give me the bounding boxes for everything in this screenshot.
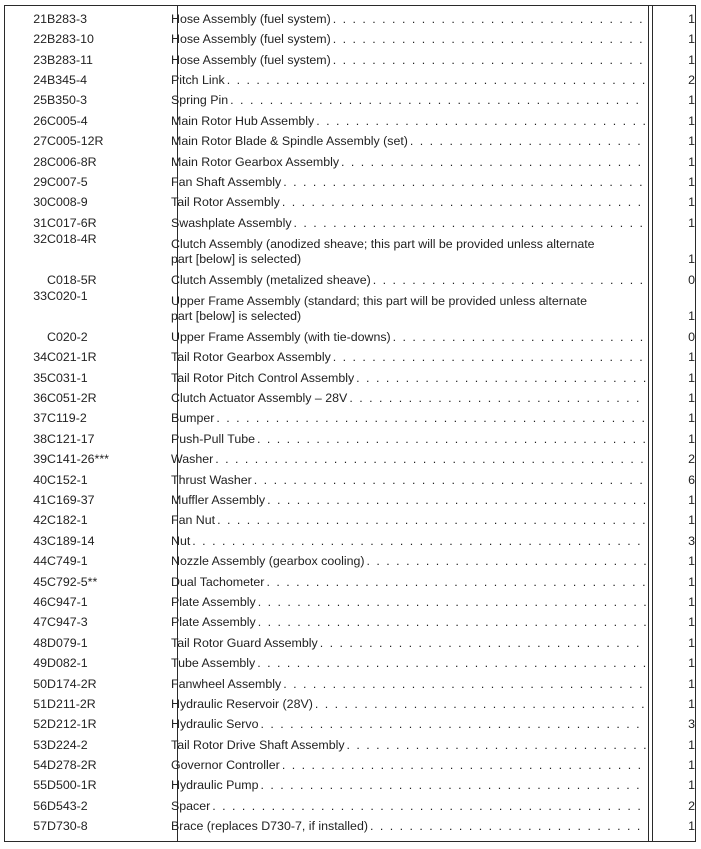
part-number: D730-8 [47, 819, 88, 834]
description [171, 386, 646, 406]
description-text: Bumper [171, 411, 215, 426]
description [171, 7, 646, 27]
part-number: B283-11 [47, 52, 93, 67]
quantity: 2 [688, 798, 695, 813]
description [171, 150, 646, 170]
dot-leader [212, 799, 646, 815]
part-number: C169-37 [47, 492, 95, 507]
description-text: Upper Frame Assembly (standard; this part will be provided unless alternate [171, 293, 587, 308]
description-text: Push-Pull Tube [171, 431, 256, 446]
part-number: C018-5R [47, 272, 97, 287]
part-number: C005-12R [47, 134, 104, 149]
part-number: C005-4 [47, 113, 88, 128]
description-text: Plate Assembly [171, 615, 256, 630]
quantity: 1 [688, 554, 695, 569]
description-text: Hydraulic Pump [171, 778, 259, 793]
description-text: Thrust Washer [171, 472, 252, 487]
item-number: 32 [33, 232, 47, 247]
description-text: Hose Assembly (fuel system) [171, 52, 331, 67]
description-text: Fan Shaft Assembly [171, 174, 282, 189]
part-number: C007-5 [47, 174, 88, 189]
description [171, 268, 646, 288]
description-text: Nozzle Assembly (gearbox cooling) [171, 554, 365, 569]
description-text: Hose Assembly (fuel system) [171, 32, 331, 47]
dot-leader [282, 758, 646, 774]
description-text: Pitch Link [171, 72, 225, 87]
table-row [5, 129, 695, 149]
description-text: Main Rotor Gearbox Assembly [171, 154, 340, 169]
table-row [5, 672, 695, 692]
table-row [5, 211, 695, 231]
description-text: Clutch Actuator Assembly – 28V [171, 391, 348, 406]
item-number: 36 [33, 391, 47, 406]
item-number: 31 [33, 215, 47, 230]
table-row [5, 611, 695, 631]
quantity: 1 [688, 656, 695, 671]
description [171, 570, 646, 590]
description [171, 366, 646, 386]
item-number: 23 [33, 52, 47, 67]
dot-leader [333, 32, 646, 48]
item-number: 48 [33, 635, 47, 650]
description-text: Muffler Assembly [171, 492, 266, 507]
part-number: D224-2 [47, 737, 88, 752]
dot-leader [260, 717, 646, 733]
description-text: Tail Rotor Assembly [171, 195, 280, 210]
quantity: 1 [688, 411, 695, 426]
dot-leader [227, 73, 646, 89]
description [171, 288, 646, 325]
quantity: 1 [688, 758, 695, 773]
part-number: D278-2R [47, 758, 97, 773]
dot-leader [258, 595, 646, 611]
table-row [5, 170, 695, 190]
part-number: B345-4 [47, 72, 87, 87]
table-row [5, 68, 695, 88]
description [171, 468, 646, 488]
item-number: 43 [33, 533, 47, 548]
quantity: 1 [688, 309, 695, 324]
dot-leader [341, 155, 646, 171]
description [171, 89, 646, 109]
item-number: 52 [33, 717, 47, 732]
description-text: Plate Assembly [171, 594, 256, 609]
description [171, 529, 646, 549]
table-row [5, 753, 695, 773]
quantity: 3 [688, 533, 695, 548]
part-number: C749-1 [47, 554, 88, 569]
item-number: 38 [33, 431, 47, 446]
description-text: Governor Controller [171, 758, 280, 773]
item-number: 27 [33, 134, 47, 149]
description [171, 631, 646, 651]
part-number: C017-6R [47, 215, 97, 230]
dot-leader [347, 738, 646, 754]
table-row [5, 692, 695, 712]
description-text: Tail Rotor Gearbox Assembly [171, 350, 331, 365]
item-number: 24 [33, 72, 47, 87]
table-row [5, 631, 695, 651]
quantity: 1 [688, 431, 695, 446]
part-number: C189-14 [47, 533, 95, 548]
description [171, 68, 646, 88]
dot-leader [315, 697, 646, 713]
part-number: C121-17 [47, 431, 95, 446]
part-number: C119-2 [47, 411, 87, 426]
dot-leader [283, 175, 646, 191]
quantity: 1 [688, 737, 695, 752]
table-row [5, 712, 695, 732]
table-row [5, 191, 695, 211]
quantity: 0 [688, 272, 695, 287]
table-row [5, 570, 695, 590]
description-text: Hydraulic Servo [171, 717, 259, 732]
quantity: 1 [688, 635, 695, 650]
description [171, 48, 646, 68]
item-number: 21 [33, 11, 47, 26]
table-row [5, 366, 695, 386]
dot-leader [217, 513, 646, 529]
description-text: Tail Rotor Drive Shaft Assembly [171, 737, 345, 752]
part-number: D212-1R [47, 717, 97, 732]
item-number: 41 [33, 492, 47, 507]
table-row [5, 468, 695, 488]
description [171, 794, 646, 814]
item-number: 39 [33, 452, 47, 467]
dot-leader [216, 411, 646, 427]
quantity: 1 [688, 174, 695, 189]
dot-leader [320, 636, 646, 652]
description-text: Hydraulic Reservoir (28V) [171, 696, 313, 711]
item-number: 51 [33, 696, 47, 711]
description [171, 509, 646, 529]
quantity: 1 [688, 391, 695, 406]
description [171, 549, 646, 569]
description [171, 712, 646, 732]
description-text: Swashplate Assembly [171, 215, 292, 230]
table-row [5, 386, 695, 406]
part-number: B283-10 [47, 32, 94, 47]
dot-leader [333, 53, 646, 69]
description-text: Hose Assembly (fuel system) [171, 11, 331, 26]
description-text: Spring Pin [171, 93, 229, 108]
quantity: 1 [688, 615, 695, 630]
item-number: 28 [33, 154, 47, 169]
description-text: Main Rotor Hub Assembly [171, 113, 315, 128]
dot-leader [316, 114, 646, 130]
table-row [5, 288, 695, 325]
item-number: 44 [33, 554, 47, 569]
parts-list-table [4, 5, 696, 842]
item-number: 30 [33, 195, 47, 210]
table-row [5, 345, 695, 365]
table-row [5, 549, 695, 569]
part-number: B350-3 [47, 93, 87, 108]
item-number: 35 [33, 370, 47, 385]
table-row [5, 427, 695, 447]
quantity: 1 [688, 676, 695, 691]
quantity: 1 [688, 594, 695, 609]
part-number: C792-5** [47, 574, 98, 589]
dot-leader [373, 273, 646, 289]
dot-leader [393, 330, 646, 346]
description [171, 211, 646, 231]
description [171, 774, 646, 794]
item-number: 22 [33, 32, 47, 47]
table-row [5, 325, 695, 345]
table-row [5, 109, 695, 129]
item-number: 25 [33, 93, 47, 108]
description [171, 231, 646, 268]
table-row [5, 814, 695, 834]
item-number: 42 [33, 513, 47, 528]
dot-leader [266, 575, 646, 591]
quantity: 1 [688, 134, 695, 149]
description [171, 733, 646, 753]
item-number: 57 [33, 819, 47, 834]
description-text: Upper Frame Assembly (with tie-downs) [171, 329, 391, 344]
quantity: 0 [688, 329, 695, 344]
table-row [5, 651, 695, 671]
part-number: D500-1R [47, 778, 97, 793]
description [171, 325, 646, 345]
description-text: Nut [171, 533, 191, 548]
description [171, 345, 646, 365]
description [171, 672, 646, 692]
dot-leader [267, 493, 646, 509]
dot-leader [230, 93, 646, 109]
part-number: B283-3 [47, 11, 87, 26]
table-row [5, 509, 695, 529]
dot-leader [192, 534, 646, 550]
description-text: Dual Tachometer [171, 574, 265, 589]
dot-leader [349, 391, 646, 407]
dot-leader [294, 216, 646, 232]
description-text: Main Rotor Blade & Spindle Assembly (set) [171, 134, 408, 149]
description [171, 407, 646, 427]
description-text: Clutch Assembly (metalized sheave) [171, 272, 371, 287]
item-number: 26 [33, 113, 47, 128]
item-number: 29 [33, 174, 47, 189]
dot-leader [356, 371, 646, 387]
quantity: 1 [688, 574, 695, 589]
quantity: 3 [688, 717, 695, 732]
dot-leader [283, 677, 646, 693]
dot-leader [254, 473, 646, 489]
description-text: Fan Nut [171, 513, 216, 528]
item-number: 47 [33, 615, 47, 630]
item-number: 49 [33, 656, 47, 671]
description-text: Tail Rotor Pitch Control Assembly [171, 370, 355, 385]
description [171, 590, 646, 610]
dot-leader [260, 778, 646, 794]
quantity: 1 [688, 32, 695, 47]
part-number: C008-9 [47, 195, 88, 210]
table-row [5, 794, 695, 814]
item-number: 34 [33, 350, 47, 365]
item-number [5, 268, 47, 288]
item-number: 56 [33, 798, 47, 813]
description-text: Tail Rotor Guard Assembly [171, 635, 318, 650]
quantity: 1 [688, 52, 695, 67]
quantity: 1 [688, 215, 695, 230]
description-text: Washer [171, 452, 214, 467]
part-number: D543-2 [47, 798, 88, 813]
dot-leader [333, 12, 646, 28]
table-row [5, 733, 695, 753]
description [171, 109, 646, 129]
table-row [5, 774, 695, 794]
part-number: C020-2 [47, 329, 88, 344]
description-text: Spacer [171, 798, 211, 813]
dot-leader [370, 819, 646, 835]
description-text-continued: part [below] is selected) [171, 309, 302, 324]
quantity: 1 [688, 252, 695, 267]
item-number: 37 [33, 411, 47, 426]
quantity: 1 [688, 195, 695, 210]
quantity: 1 [688, 513, 695, 528]
dot-leader [410, 134, 646, 150]
description [171, 170, 646, 190]
part-number: D174-2R [47, 676, 97, 691]
table-row [5, 447, 695, 467]
part-number: C020-1 [47, 289, 88, 304]
description-text: Tube Assembly [171, 656, 256, 671]
description [171, 129, 646, 149]
item-number: 40 [33, 472, 47, 487]
description [171, 651, 646, 671]
item-number: 33 [33, 289, 47, 304]
description [171, 191, 646, 211]
table-row [5, 231, 695, 268]
quantity: 1 [688, 492, 695, 507]
dot-leader [282, 195, 646, 211]
description [171, 814, 646, 834]
quantity: 1 [688, 113, 695, 128]
quantity: 6 [688, 472, 695, 487]
item-number [5, 325, 47, 345]
description-text: Brace (replaces D730-7, if installed) [171, 819, 368, 834]
quantity: 2 [688, 72, 695, 87]
item-number: 45 [33, 574, 47, 589]
description [171, 692, 646, 712]
item-number: 54 [33, 758, 47, 773]
part-number: D211-2R [47, 696, 96, 711]
dot-leader [215, 452, 646, 468]
description-text-continued: part [below] is selected) [171, 252, 302, 267]
dot-leader [367, 554, 646, 570]
part-number: D082-1 [47, 656, 88, 671]
dot-leader [257, 656, 646, 672]
quantity: 1 [688, 11, 695, 26]
table-row [5, 488, 695, 508]
quantity: 1 [688, 93, 695, 108]
quantity: 1 [688, 696, 695, 711]
table-row [5, 590, 695, 610]
quantity: 2 [688, 452, 695, 467]
part-number: C006-8R [47, 154, 97, 169]
part-number: C947-1 [47, 594, 88, 609]
description [171, 27, 646, 47]
part-number: C152-1 [47, 472, 88, 487]
item-number: 55 [33, 778, 47, 793]
part-number: C141-26*** [47, 452, 109, 467]
table-row [5, 529, 695, 549]
table-row [5, 407, 695, 427]
part-number: C947-3 [47, 615, 88, 630]
table-row [5, 48, 695, 68]
description [171, 753, 646, 773]
item-number: 53 [33, 737, 47, 752]
dot-leader [257, 432, 646, 448]
dot-leader [333, 350, 646, 366]
table-row [5, 7, 695, 27]
table-row [5, 27, 695, 47]
dot-leader [258, 615, 646, 631]
description-text: Fanwheel Assembly [171, 676, 282, 691]
quantity: 1 [688, 154, 695, 169]
parts-table [5, 7, 695, 835]
part-number: C021-1R [47, 350, 97, 365]
part-number: C031-1 [47, 370, 88, 385]
item-number: 46 [33, 594, 47, 609]
description-text: Clutch Assembly (anodized sheave; this part will be provided unless alternate [171, 236, 595, 251]
part-number: D079-1 [47, 635, 88, 650]
part-number: C018-4R [47, 232, 97, 247]
quantity: 1 [688, 819, 695, 834]
table-row [5, 268, 695, 288]
table-row [5, 89, 695, 109]
quantity: 1 [688, 370, 695, 385]
table-row [5, 150, 695, 170]
description [171, 488, 646, 508]
description [171, 427, 646, 447]
part-number: C051-2R [47, 391, 97, 406]
part-number: C182-1 [47, 513, 88, 528]
description [171, 611, 646, 631]
item-number: 50 [33, 676, 47, 691]
quantity: 1 [688, 350, 695, 365]
quantity: 1 [688, 778, 695, 793]
description [171, 447, 646, 467]
